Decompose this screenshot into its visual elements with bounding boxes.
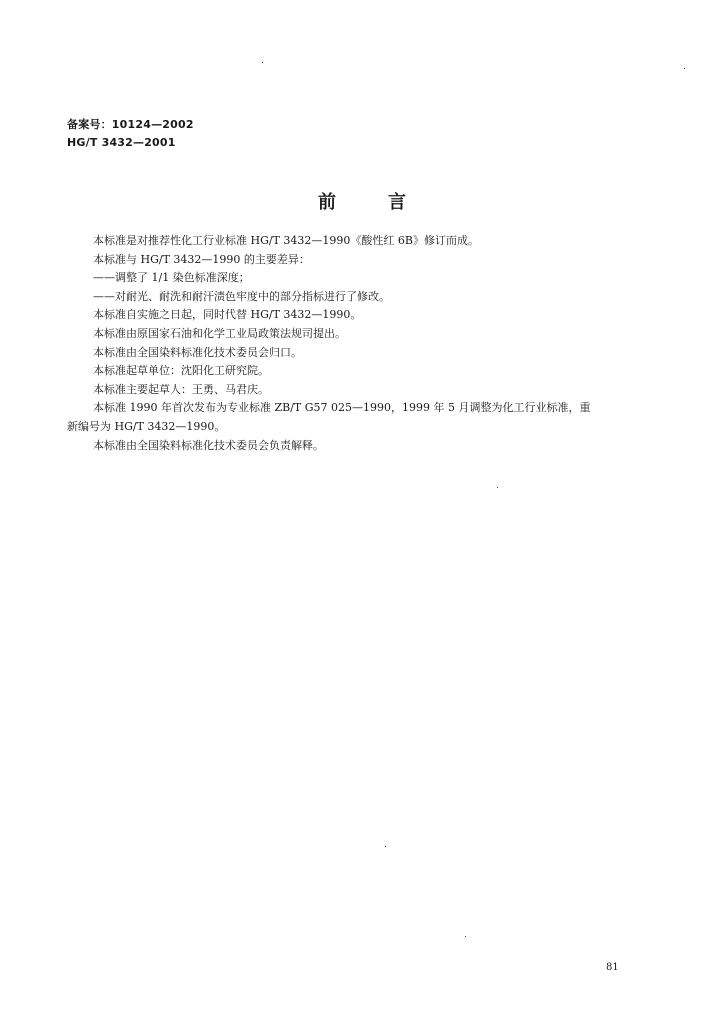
scan-speck — [262, 62, 263, 63]
paragraph: 本标准自实施之日起，同时代替 HG/T 3432—1990。 — [93, 308, 362, 322]
paragraph: 本标准主要起草人：王勇、马君庆。 — [93, 382, 269, 396]
document-header — [67, 116, 194, 152]
paragraph: 本标准由全国染料标准化技术委员会归口。 — [93, 345, 302, 359]
scan-speck — [497, 487, 498, 488]
scan-speck — [385, 846, 386, 847]
scan-speck — [684, 68, 685, 69]
list-item: ——对耐光、耐洗和耐汗渍色牢度中的部分指标进行了修改。 — [93, 289, 390, 303]
list-item: ——调整了 1/1 染色标准深度； — [93, 271, 250, 285]
paragraph: 本标准与 HG/T 3432—1990 的主要差异： — [93, 252, 310, 266]
paragraph: 本标准 1990 年首次发布为专业标准 ZB/T G57 025—1990，1999 年 5 月调整为化工行业标准，重 — [93, 401, 591, 415]
scan-speck — [465, 936, 466, 937]
paragraph: 本标准由原国家石油和化学工业局政策法规司提出。 — [93, 326, 346, 340]
foreword-body — [67, 232, 632, 455]
standard-code: HG/T 3432—2001 — [67, 136, 176, 149]
page-title: 前言 — [318, 192, 458, 213]
page-number: 81 — [606, 962, 619, 973]
paragraph: 本标准是对推荐性化工行业标准 HG/T 3432—1990《酸性红 6B》修订而成。 — [93, 234, 479, 247]
paragraph: 本标准由全国染料标准化技术委员会负责解释。 — [93, 438, 324, 452]
paragraph: 本标准起草单位：沈阳化工研究院。 — [93, 364, 269, 378]
filing-number: 备案号：10124—2002 — [67, 118, 194, 131]
paragraph-continuation: 新编号为 HG/T 3432—1990。 — [67, 419, 226, 433]
